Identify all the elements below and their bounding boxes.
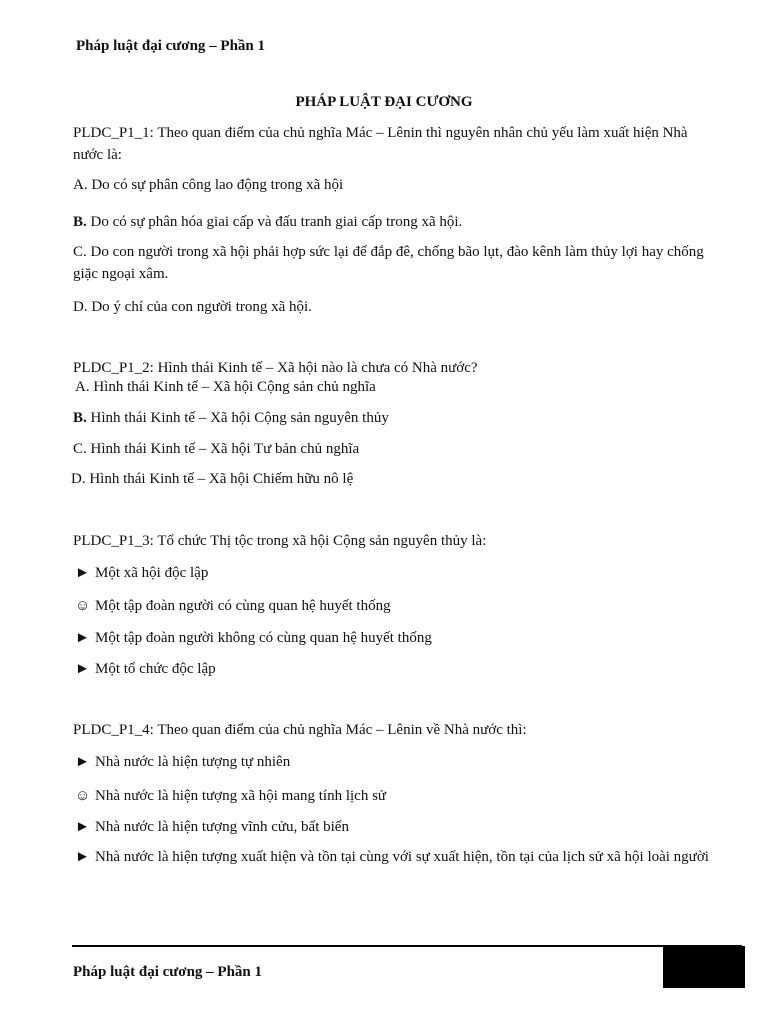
q2-option-b-text: Hình thái Kinh tế – Xã hội Cộng sản nguyên thủy (86, 410, 389, 426)
q1-option-d: D. Do ý chí của con người trong xã hội. (73, 299, 312, 315)
smiley-marker-icon: ☺ (75, 788, 91, 804)
question-3-text: PLDC_P1_3: Tổ chức Thị tộc trong xã hội Cộng sản nguyên thủy là: (73, 533, 487, 549)
question-2-text: PLDC_P1_2: Hình thái Kinh tế – Xã hội nào là chưa có Nhà nước? (73, 360, 478, 376)
q4-option-3 (75, 816, 349, 838)
q4-option-4 (75, 846, 725, 868)
q1-option-c: C. Do con người trong xã hội phải hợp sức lại để đắp đê, chống bão lụt, đào kênh làm thủy lợi hay chống giặc ngoại xâm. (73, 244, 704, 282)
q4-option-2 (75, 785, 386, 807)
arrow-marker-icon: ► (75, 565, 90, 581)
footer-page-box (663, 946, 745, 988)
arrow-marker-icon: ► (75, 630, 90, 646)
q3-option-2 (75, 595, 391, 617)
question-1-text: PLDC_P1_1: Theo quan điểm của chủ nghĩa Mác – Lênin thì nguyên nhân chủ yếu làm xuất hiện Nhà nước là: (73, 125, 688, 163)
smiley-marker-icon: ☺ (75, 598, 91, 614)
q3-option-1 (75, 562, 208, 584)
q4-option-4-text: Nhà nước là hiện tượng xuất hiện và tồn tại cùng với sự xuất hiện, tồn tại của lịch sử xã hội loài người (95, 849, 709, 865)
q2-option-b (73, 407, 389, 429)
arrow-marker-icon: ► (75, 849, 90, 865)
q2-option-d: D. Hình thái Kinh tế – Xã hội Chiếm hữu nô lệ (71, 471, 354, 487)
q1-option-a: A. Do có sự phân công lao động trong xã hội (73, 177, 344, 193)
q3-option-3-text: Một tập đoàn người không có cùng quan hệ huyết thống (95, 630, 432, 646)
q3-option-3 (75, 627, 432, 649)
arrow-marker-icon: ► (75, 661, 90, 677)
footer-divider (72, 945, 742, 947)
q1-option-b (73, 211, 462, 233)
q1-option-b-letter: B. (73, 214, 87, 230)
document-title: PHÁP LUẬT ĐẠI CƯƠNG (295, 94, 473, 110)
question-4-text: PLDC_P1_4: Theo quan điểm của chủ nghĩa Mác – Lênin về Nhà nước thì: (73, 722, 527, 738)
q4-option-2-text: Nhà nước là hiện tượng xã hội mang tính lịch sử (95, 788, 387, 804)
q4-option-1 (75, 751, 290, 773)
q2-option-a: A. Hình thái Kinh tế – Xã hội Cộng sản chủ nghĩa (75, 379, 376, 395)
q3-option-4-text: Một tổ chức độc lập (95, 661, 216, 677)
arrow-marker-icon: ► (75, 819, 90, 835)
page-footer-title: Pháp luật đại cương – Phần 1 (73, 964, 263, 980)
arrow-marker-icon: ► (75, 754, 90, 770)
q3-option-1-text: Một xã hội độc lập (95, 565, 209, 581)
q3-option-2-text: Một tập đoàn người có cùng quan hệ huyết thống (95, 598, 391, 614)
page-header-title: Pháp luật đại cương – Phần 1 (76, 38, 266, 54)
q4-option-3-text: Nhà nước là hiện tượng vĩnh cửu, bất biến (95, 819, 349, 835)
q2-option-c: C. Hình thái Kinh tế – Xã hội Tư bản chủ nghĩa (73, 441, 360, 457)
q2-option-b-letter: B. (73, 410, 87, 426)
q1-option-b-text: Do có sự phân hóa giai cấp và đấu tranh giai cấp trong xã hội. (86, 214, 463, 230)
q4-option-1-text: Nhà nước là hiện tượng tự nhiên (95, 754, 291, 770)
q3-option-4 (75, 658, 216, 680)
